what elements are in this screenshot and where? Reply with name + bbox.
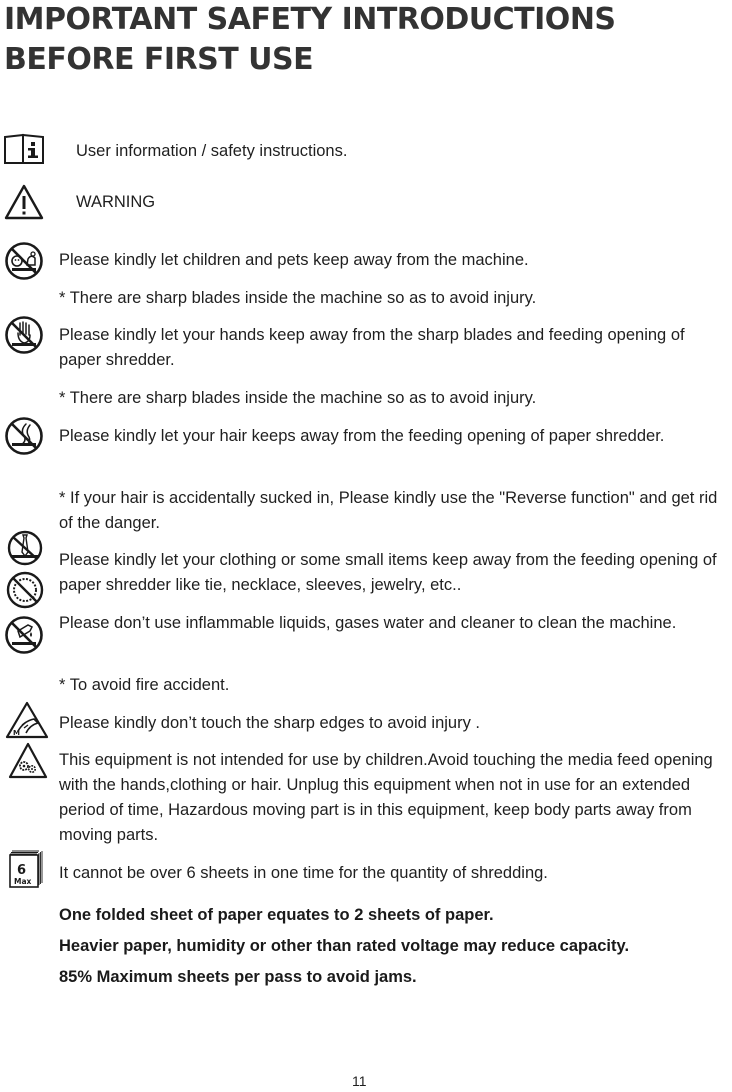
sheets-icon-number: 6: [17, 863, 27, 878]
hair-reverse-note: * If your hair is accidentally sucked in, Please kindly use the "Reverse function" and get rid of the danger.: [59, 489, 718, 532]
warning-triangle-icon: [4, 184, 44, 220]
sheets-capacity-warning: It cannot be over 6 sheets in one time for the quantity of shredding.: [59, 864, 548, 882]
sharp-blades-note-1: * There are sharp blades inside the machine so as to avoid injury.: [59, 289, 537, 307]
user-information-book-icon: [3, 133, 45, 165]
no-flammable-liquids-icon: [4, 615, 44, 655]
moving-parts-gears-icon: [8, 742, 48, 780]
no-necklace-jewelry-icon: [6, 570, 44, 610]
no-tie-clothing-icon: [6, 530, 44, 566]
page-number: 11: [352, 1073, 367, 1089]
legend-info-text: User information / safety instructions.: [76, 142, 348, 160]
sheets-icon-max-label: Max: [14, 877, 32, 886]
folded-sheet-note: One folded sheet of paper equates to 2 sheets of paper.: [59, 906, 494, 924]
sharp-edges-warning-icon: [4, 700, 50, 740]
legend-warning-text: WARNING: [76, 193, 156, 211]
no-hair-icon: [4, 416, 44, 456]
no-children-pets-icon: [4, 241, 44, 281]
maximum-sheets-note: 85% Maximum sheets per pass to avoid jams.: [59, 968, 417, 986]
hands-warning: Please kindly let your hands keep away from the sharp blades and feeding opening of paper shredder.: [59, 326, 685, 369]
no-hands-icon: [4, 315, 44, 355]
fire-accident-note: * To avoid fire accident.: [59, 676, 230, 694]
clothing-items-warning: Please kindly let your clothing or some small items keep away from the feeding opening of paper shredder like tie, necklace, sleeves, jewelry, etc..: [59, 551, 717, 594]
heavier-paper-note: Heavier paper, humidity or other than rated voltage may reduce capacity.: [59, 937, 630, 955]
svg-text:M: M: [13, 729, 20, 737]
page-title-line-2: BEFORE FIRST USE: [4, 42, 314, 77]
sharp-edges-warning: Please kindly don’t touch the sharp edges to avoid injury .: [59, 714, 481, 732]
six-sheets-max-icon: [7, 849, 45, 889]
page-title: [4, 0, 724, 80]
hair-warning: Please kindly let your hair keeps away from the feeding opening of paper shredder.: [59, 427, 665, 445]
page-title-line-1: IMPORTANT SAFETY INTRODUCTIONS: [4, 2, 616, 37]
equipment-warning: This equipment is not intended for use by children.Avoid touching the media feed opening with the hands,clothing or hair. Unplug this equipment when not in use for an extended period of time, Hazardous moving part is in this equipment, keep body parts away from moving parts.: [59, 751, 713, 844]
children-pets-warning: Please kindly let children and pets keep away from the machine.: [59, 251, 529, 269]
flammable-liquids-warning: Please don’t use inflammable liquids, gases water and cleaner to clean the machine.: [59, 614, 677, 632]
sharp-blades-note-2: * There are sharp blades inside the machine so as to avoid injury.: [59, 389, 537, 407]
